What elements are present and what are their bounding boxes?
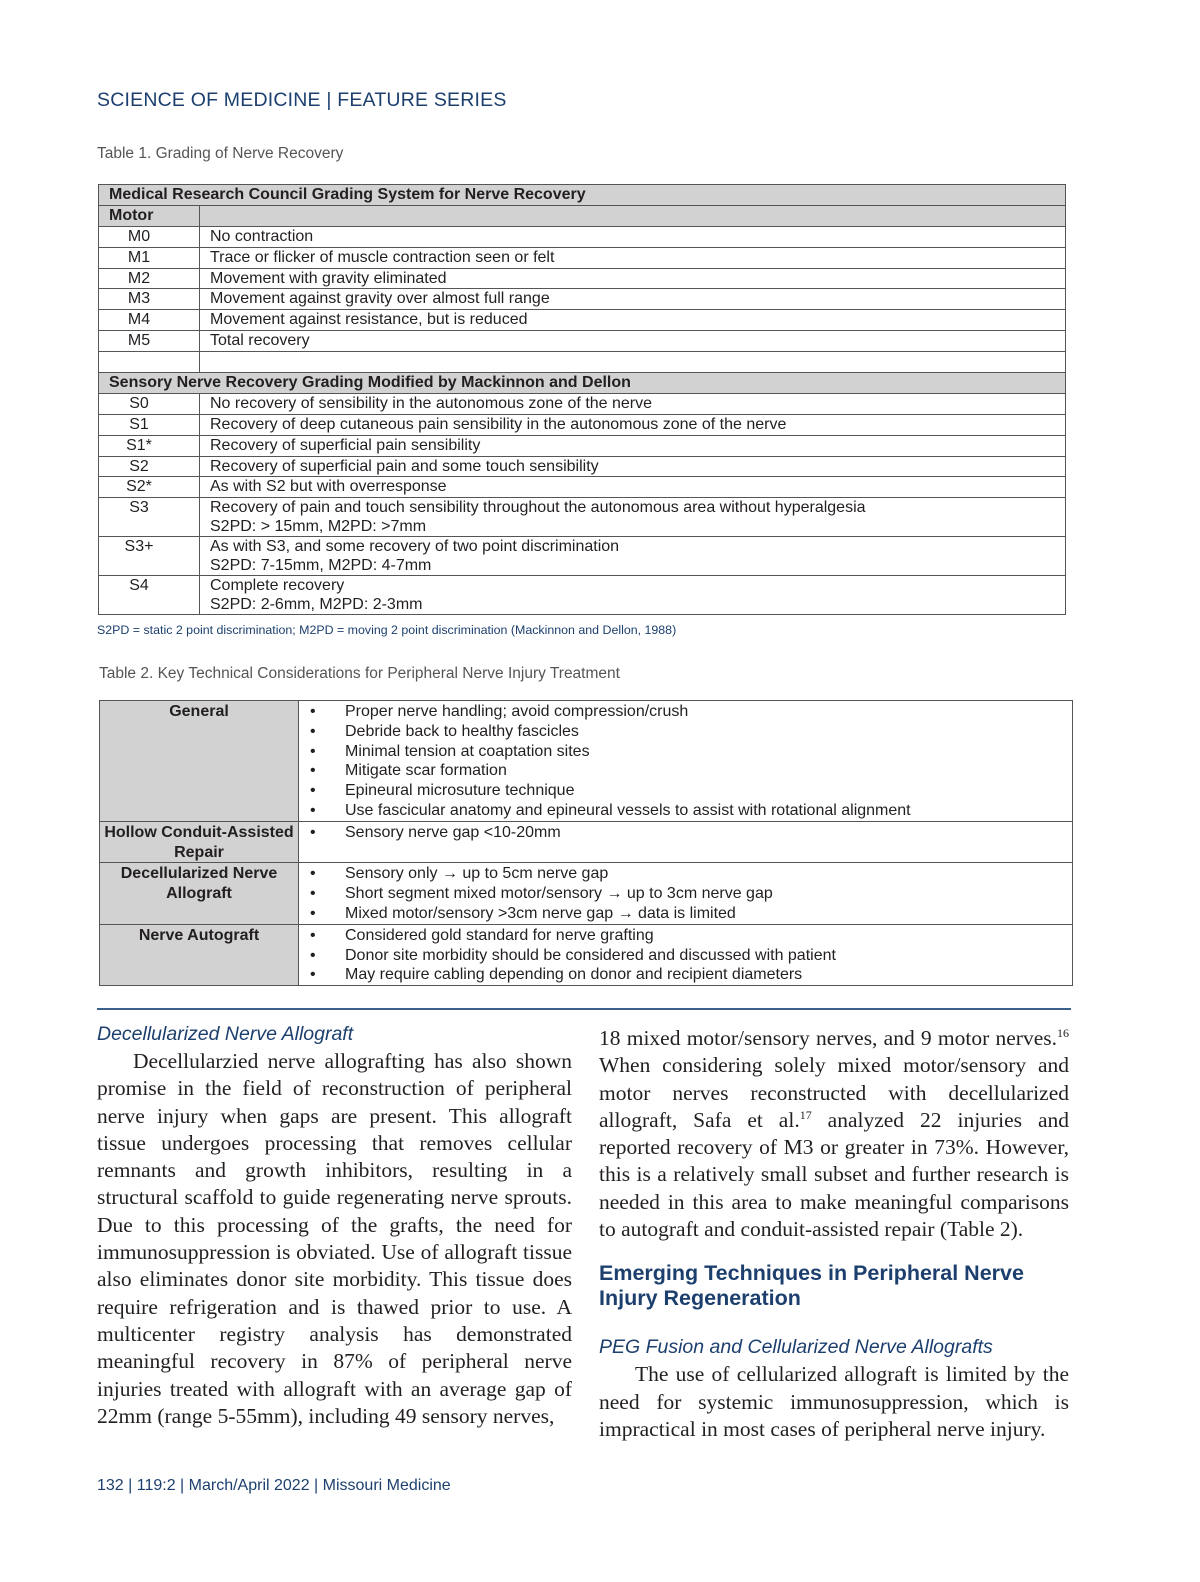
grade-code: M0 xyxy=(99,226,200,247)
right-subhead: PEG Fusion and Cellularized Nerve Allografts xyxy=(599,1336,993,1359)
left-column xyxy=(97,1021,572,1430)
table1-caption: Table 1. Grading of Nerve Recovery xyxy=(97,145,344,162)
motor-label: Motor xyxy=(99,205,200,226)
grade-row xyxy=(99,498,1066,537)
grade-description-text: No recovery of sensibility in the autonomous zone of the nerve xyxy=(210,394,653,412)
grade-description-text: Movement with gravity eliminated xyxy=(210,269,447,287)
consideration-item: • Sensory only → up to 5cm nerve gap xyxy=(299,864,1072,884)
grade-description xyxy=(200,268,1066,289)
right-para-b: When considering solely mixed motor/sensory and motor nerves reconstructed with decellularized allograft, Safa et al. xyxy=(599,1053,1069,1132)
consideration-row xyxy=(100,924,1073,985)
motor-header-row xyxy=(99,205,1066,226)
consideration-item: • Mixed motor/sensory >3cm nerve gap → data is limited xyxy=(299,904,1072,924)
motor-header-blank xyxy=(200,205,1066,226)
spacer-cell xyxy=(200,352,1066,373)
grade-code: S0 xyxy=(99,393,200,414)
consideration-item: • Considered gold standard for nerve grafting xyxy=(299,926,1072,946)
grade-description xyxy=(200,310,1066,331)
sensory-header-row xyxy=(99,373,1066,394)
grade-code: M5 xyxy=(99,331,200,352)
grade-row xyxy=(99,393,1066,414)
grade-row xyxy=(99,268,1066,289)
consideration-items xyxy=(299,924,1073,985)
grade-code: S3 xyxy=(99,498,200,537)
page-footer: 132 | 119:2 | March/April 2022 | Missouri Medicine xyxy=(97,1477,451,1494)
grade-description-text: As with S3, and some recovery of two point discrimination xyxy=(210,538,620,556)
grade-description xyxy=(200,456,1066,477)
consideration-item: • Use fascicular anatomy and epineural vessels to assist with rotational alignment xyxy=(299,801,1072,821)
grade-row xyxy=(99,247,1066,268)
right-paragraph xyxy=(599,1025,1069,1243)
reference-16: 16 xyxy=(1057,1025,1069,1040)
grade-code: S1* xyxy=(99,435,200,456)
grade-discrimination-values: S2PD: 2-6mm, M2PD: 2-3mm xyxy=(210,596,423,614)
consideration-row xyxy=(100,701,1073,822)
spacer-cell xyxy=(99,352,200,373)
left-subhead: Decellularized Nerve Allograft xyxy=(97,1023,354,1045)
grade-description-text: Complete recovery xyxy=(210,577,345,595)
consideration-item: • Short segment mixed motor/sensory → up to 3cm nerve gap xyxy=(299,884,1072,904)
section-heading: Emerging Techniques in Peripheral Nerve Injury Regeneration xyxy=(599,1261,1024,1311)
consideration-list xyxy=(299,701,1072,821)
grade-description-text: Recovery of deep cutaneous pain sensibility in the autonomous zone of the nerve xyxy=(210,415,787,433)
right-paragraph-2: The use of cellularized allograft is limited by the need for systemic immunosuppression, which is impractical in most cases of peripheral nerve injury. xyxy=(599,1362,1069,1441)
technical-considerations-table xyxy=(99,700,1073,986)
table1-title: Medical Research Council Grading System for Nerve Recovery xyxy=(99,185,1066,206)
grade-description xyxy=(200,393,1066,414)
table1-footnote: S2PD = static 2 point discrimination; M2PD = moving 2 point discrimination (Mackinnon and Dellon, 1988) xyxy=(97,623,677,637)
nerve-recovery-table xyxy=(98,184,1066,615)
grade-discrimination-values: S2PD: 7-15mm, M2PD: 4-7mm xyxy=(210,557,432,575)
grade-description-text: No contraction xyxy=(210,227,314,245)
consideration-item: • Proper nerve handling; avoid compression/crush xyxy=(299,702,1072,722)
consideration-item: • Sensory nerve gap <10-20mm xyxy=(299,823,1072,843)
right-column xyxy=(599,1025,1069,1443)
grade-row xyxy=(99,537,1066,576)
grade-code: M2 xyxy=(99,268,200,289)
consideration-item: • May require cabling depending on donor and recipient diameters xyxy=(299,965,1072,985)
grade-description-text: Movement against resistance, but is reduced xyxy=(210,311,528,329)
consideration-item: • Donor site morbidity should be considered and discussed with patient xyxy=(299,946,1072,966)
grade-row xyxy=(99,289,1066,310)
consideration-row xyxy=(100,863,1073,924)
table1-title-row xyxy=(99,185,1066,206)
grade-description-text: Recovery of superficial pain and some touch sensibility xyxy=(210,457,599,475)
consideration-row xyxy=(100,821,1073,863)
grade-description xyxy=(200,247,1066,268)
grade-code: S1 xyxy=(99,414,200,435)
grade-code: M3 xyxy=(99,289,200,310)
grade-description xyxy=(200,331,1066,352)
section-divider xyxy=(97,1008,1071,1010)
consideration-item: • Epineural microsuture technique xyxy=(299,781,1072,801)
grade-code: S4 xyxy=(99,576,200,615)
grade-row xyxy=(99,226,1066,247)
right-para-c: analyzed 22 injuries and reported recovery of M3 or greater in 73%. However, this is a relatively small subset and further research is needed in this area to make meaningful comparisons to autograft and conduit-assisted repair (Table 2). xyxy=(599,1107,1069,1242)
grade-description xyxy=(200,576,1066,615)
consideration-item: • Minimal tension at coaptation sites xyxy=(299,742,1072,762)
grade-description xyxy=(200,435,1066,456)
grade-code: M4 xyxy=(99,310,200,331)
consideration-items xyxy=(299,701,1073,822)
grade-description-text: Movement against gravity over almost full range xyxy=(210,290,550,308)
table2-caption: Table 2. Key Technical Considerations for Peripheral Nerve Injury Treatment xyxy=(99,665,620,682)
grade-code: S2 xyxy=(99,456,200,477)
grade-row xyxy=(99,331,1066,352)
grade-description xyxy=(200,414,1066,435)
grade-row xyxy=(99,414,1066,435)
reference-17: 17 xyxy=(799,1107,812,1122)
consideration-category: Decellularized Nerve Allograft xyxy=(100,863,299,924)
consideration-item: • Mitigate scar formation xyxy=(299,761,1072,781)
grade-row xyxy=(99,456,1066,477)
grade-discrimination-values: S2PD: > 15mm, M2PD: >7mm xyxy=(210,518,427,536)
grade-description xyxy=(200,537,1066,576)
grade-description xyxy=(200,289,1066,310)
consideration-item: • Debride back to healthy fascicles xyxy=(299,722,1072,742)
consideration-items xyxy=(299,821,1073,863)
consideration-list xyxy=(299,925,1072,985)
consideration-list xyxy=(299,822,1072,843)
running-header: SCIENCE OF MEDICINE | FEATURE SERIES xyxy=(97,89,507,111)
consideration-list xyxy=(299,863,1072,923)
grade-row xyxy=(99,310,1066,331)
grade-description-text: Trace or flicker of muscle contraction seen or felt xyxy=(210,248,555,266)
grade-row xyxy=(99,435,1066,456)
grade-description xyxy=(200,226,1066,247)
left-paragraph: Decellularzied nerve allografting has also shown promise in the field of reconstruction of peripheral nerve injury when gaps are present. This allograft tissue undergoes processing that removes cellular remnants and growth inhibitors, resulting in a structural scaffold to guide regenerating nerve sprouts. Due to this processing of the grafts, the need for immunosuppression is obviated. Use of allograft tissue also eliminates donor site morbidity. This tissue does require refrigeration and is thawed prior to use. A multicenter registry analysis has demonstrated meaningful recovery in 87% of peripheral nerve injuries treated with allograft with an average gap of 22mm (range 5-55mm), including 49 sensory nerves, xyxy=(97,1049,572,1428)
consideration-items xyxy=(299,863,1073,924)
right-para-a: 18 mixed motor/sensory nerves, and 9 motor nerves. xyxy=(599,1026,1057,1050)
consideration-category: Nerve Autograft xyxy=(100,924,299,985)
grade-row xyxy=(99,477,1066,498)
grade-code: S2* xyxy=(99,477,200,498)
grade-row xyxy=(99,576,1066,615)
grade-description-text: Recovery of superficial pain sensibility xyxy=(210,436,481,454)
consideration-category: General xyxy=(100,701,299,822)
grade-description xyxy=(200,498,1066,537)
grade-description-text: As with S2 but with overresponse xyxy=(210,478,447,496)
grade-code: S3+ xyxy=(99,537,200,576)
consideration-category: Hollow Conduit-Assisted Repair xyxy=(100,821,299,863)
sensory-title: Sensory Nerve Recovery Grading Modified by Mackinnon and Dellon xyxy=(99,373,1066,394)
grade-description-text: Total recovery xyxy=(210,332,310,350)
grade-code: M1 xyxy=(99,247,200,268)
grade-description-text: Recovery of pain and touch sensibility throughout the autonomous area without hyperalgesia xyxy=(210,499,866,517)
spacer-row xyxy=(99,352,1066,373)
grade-description xyxy=(200,477,1066,498)
